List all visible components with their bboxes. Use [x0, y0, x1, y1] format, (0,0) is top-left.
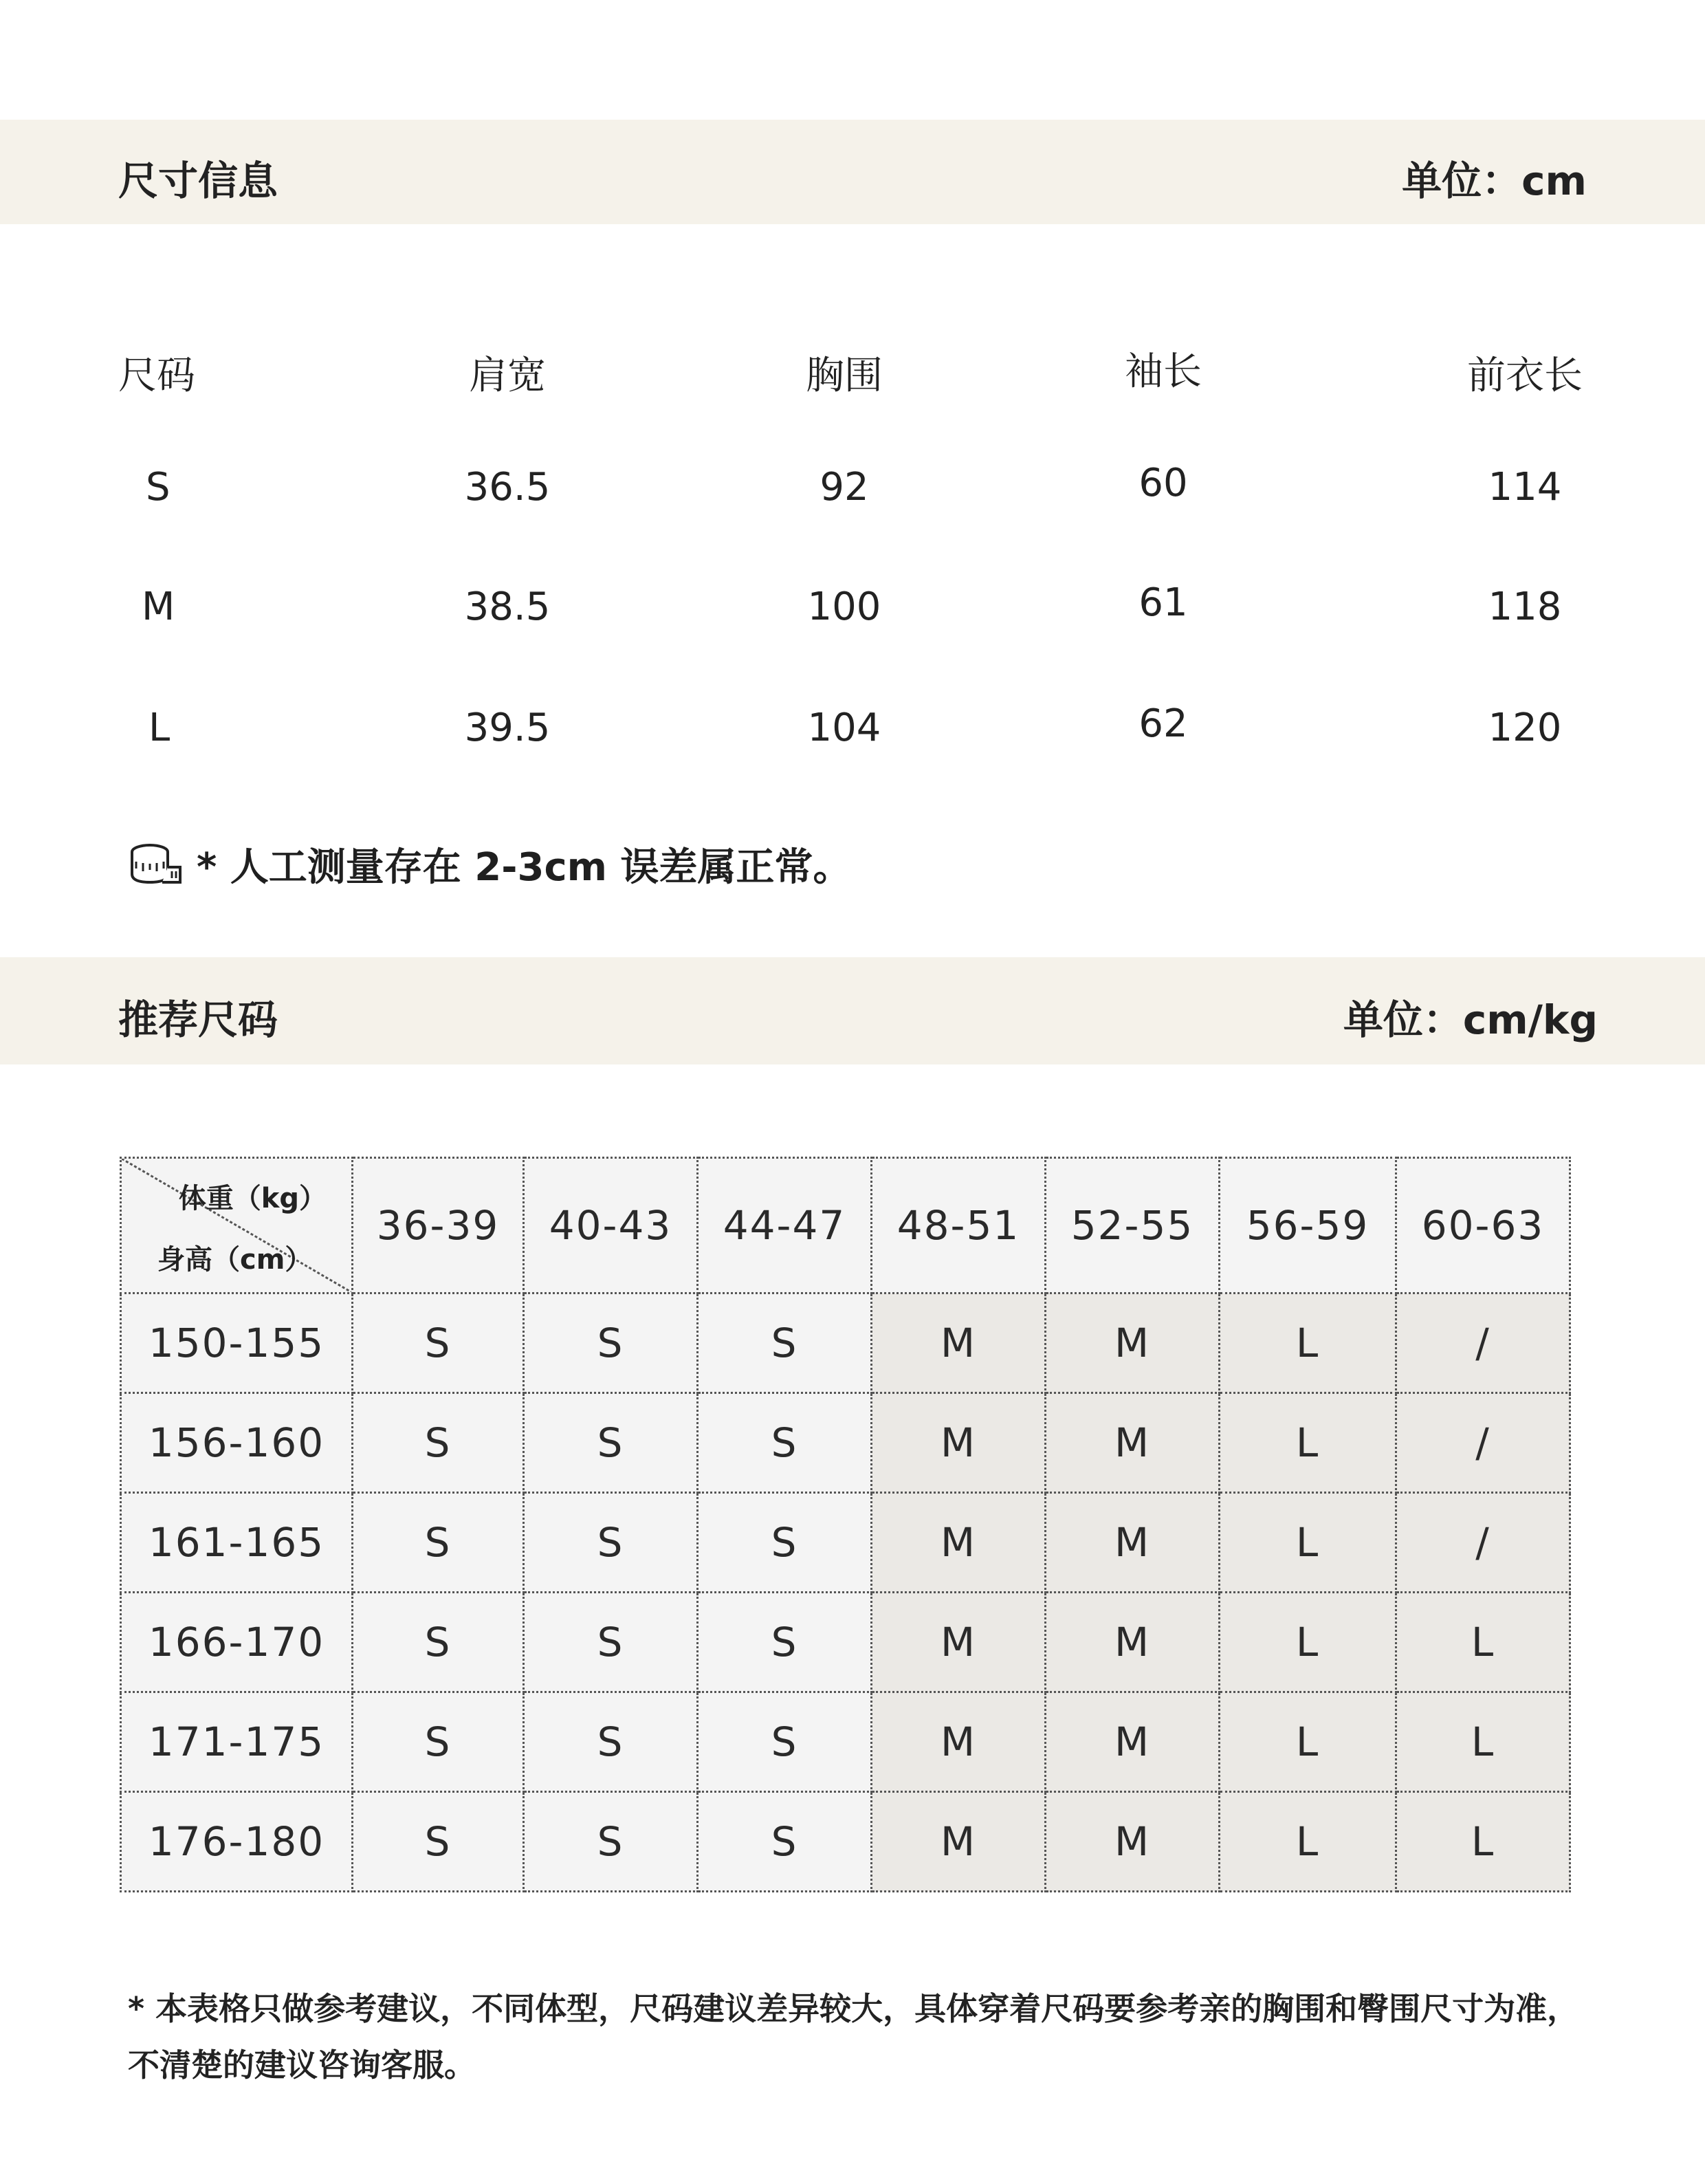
size-row-s — [0, 461, 1705, 520]
weight-header: 40-43 — [524, 1158, 698, 1293]
measurement-note-text: * 人工测量存在 2-3cm 误差属正常。 — [197, 845, 852, 890]
size-cell: M — [872, 1393, 1046, 1493]
size-cell: M — [1046, 1293, 1220, 1393]
size-recommendation-table — [120, 1157, 1571, 1892]
header-chest: 胸围 — [806, 353, 883, 398]
height-range: 171-175 — [121, 1692, 353, 1792]
shoulder-value: 36.5 — [464, 465, 551, 510]
height-range: 156-160 — [121, 1393, 353, 1493]
height-range: 161-165 — [121, 1493, 353, 1593]
sleeve-value: 62 — [1138, 701, 1188, 746]
weight-header: 36-39 — [353, 1158, 524, 1293]
front-length-value: 114 — [1488, 465, 1562, 510]
size-cell: S — [353, 1293, 524, 1393]
table-row — [121, 1792, 1570, 1892]
height-range: 150-155 — [121, 1293, 353, 1393]
size-cell: L — [1220, 1493, 1396, 1593]
disclaimer-line-1: * 本表格只做参考建议，不同体型，尺码建议差异较大，具体穿着尺码要参考亲的胸围和臀围尺寸为准， — [128, 1990, 1579, 2027]
front-length-value: 118 — [1488, 585, 1562, 629]
size-info-header-row — [0, 345, 1705, 400]
size-cell: S — [698, 1493, 872, 1593]
size-cell: M — [1046, 1493, 1220, 1593]
sleeve-value: 60 — [1138, 461, 1188, 505]
size-cell: M — [1046, 1692, 1220, 1792]
size-cell: M — [872, 1593, 1046, 1692]
height-range: 176-180 — [121, 1792, 353, 1892]
size-cell: S — [353, 1493, 524, 1593]
size-cell: M — [1046, 1393, 1220, 1493]
size-cell: L — [1396, 1593, 1570, 1692]
size-cell: L — [1396, 1692, 1570, 1792]
header-shoulder: 肩宽 — [469, 353, 546, 398]
disclaimer-line-2: 不清楚的建议咨询客服。 — [128, 2046, 476, 2084]
size-label: S — [146, 465, 170, 510]
size-cell: S — [698, 1792, 872, 1892]
disclaimer — [128, 1980, 1599, 2093]
size-label: M — [142, 585, 175, 629]
header-sleeve: 袖长 — [1125, 349, 1202, 394]
size-cell: S — [524, 1393, 698, 1493]
size-cell: L — [1220, 1792, 1396, 1892]
size-cell: / — [1396, 1293, 1570, 1393]
size-row-l — [0, 701, 1705, 761]
header-front-length: 前衣长 — [1467, 353, 1583, 398]
size-cell: L — [1220, 1692, 1396, 1792]
recommend-header — [0, 957, 1705, 1064]
size-cell: / — [1396, 1393, 1570, 1493]
size-info-header — [0, 120, 1705, 224]
size-cell: S — [524, 1293, 698, 1393]
size-cell: S — [698, 1593, 872, 1692]
size-cell: / — [1396, 1493, 1570, 1593]
size-label: L — [148, 706, 170, 750]
weight-header: 44-47 — [698, 1158, 872, 1293]
table-row — [121, 1593, 1570, 1692]
corner-header-cell — [121, 1158, 353, 1293]
size-cell: S — [698, 1293, 872, 1393]
size-cell: S — [698, 1692, 872, 1792]
size-cell: L — [1220, 1593, 1396, 1692]
weight-axis-label: 体重（kg） — [178, 1183, 327, 1214]
table-row — [121, 1393, 1570, 1493]
size-cell: S — [524, 1692, 698, 1792]
weight-header: 48-51 — [872, 1158, 1046, 1293]
front-length-value: 120 — [1488, 706, 1562, 750]
weight-header: 60-63 — [1396, 1158, 1570, 1293]
size-cell: L — [1396, 1792, 1570, 1892]
size-cell: M — [872, 1792, 1046, 1892]
height-range: 166-170 — [121, 1593, 353, 1692]
chest-value: 104 — [807, 706, 881, 750]
size-info-title: 尺寸信息 — [118, 157, 278, 204]
header-size: 尺码 — [118, 353, 195, 398]
size-cell: S — [524, 1593, 698, 1692]
table-row — [121, 1692, 1570, 1792]
size-cell: S — [698, 1393, 872, 1493]
size-info-unit: 单位：cm — [1402, 157, 1587, 204]
table-row — [121, 1293, 1570, 1393]
measurement-note — [129, 833, 852, 895]
chest-value: 100 — [807, 585, 881, 629]
recommend-title: 推荐尺码 — [118, 996, 278, 1043]
size-cell: S — [353, 1393, 524, 1493]
weight-header: 56-59 — [1220, 1158, 1396, 1293]
size-cell: L — [1220, 1393, 1396, 1493]
size-cell: M — [1046, 1792, 1220, 1892]
size-cell: S — [524, 1493, 698, 1593]
shoulder-value: 39.5 — [464, 706, 551, 750]
weight-header: 52-55 — [1046, 1158, 1220, 1293]
size-cell: S — [353, 1792, 524, 1892]
size-cell: S — [353, 1593, 524, 1692]
shoulder-value: 38.5 — [464, 585, 551, 629]
size-cell: L — [1220, 1293, 1396, 1393]
tape-measure-icon — [129, 840, 183, 889]
size-cell: M — [872, 1692, 1046, 1792]
size-row-m — [0, 580, 1705, 640]
height-axis-label: 身高（cm） — [157, 1244, 313, 1276]
size-cell: S — [524, 1792, 698, 1892]
size-cell: S — [353, 1692, 524, 1792]
chest-value: 92 — [820, 465, 869, 510]
table-row — [121, 1493, 1570, 1593]
weight-header-row — [121, 1158, 1570, 1293]
sleeve-value: 61 — [1138, 580, 1188, 625]
size-cell: M — [872, 1293, 1046, 1393]
size-cell: M — [872, 1493, 1046, 1593]
size-cell: M — [1046, 1593, 1220, 1692]
recommend-unit: 单位：cm/kg — [1343, 996, 1598, 1043]
